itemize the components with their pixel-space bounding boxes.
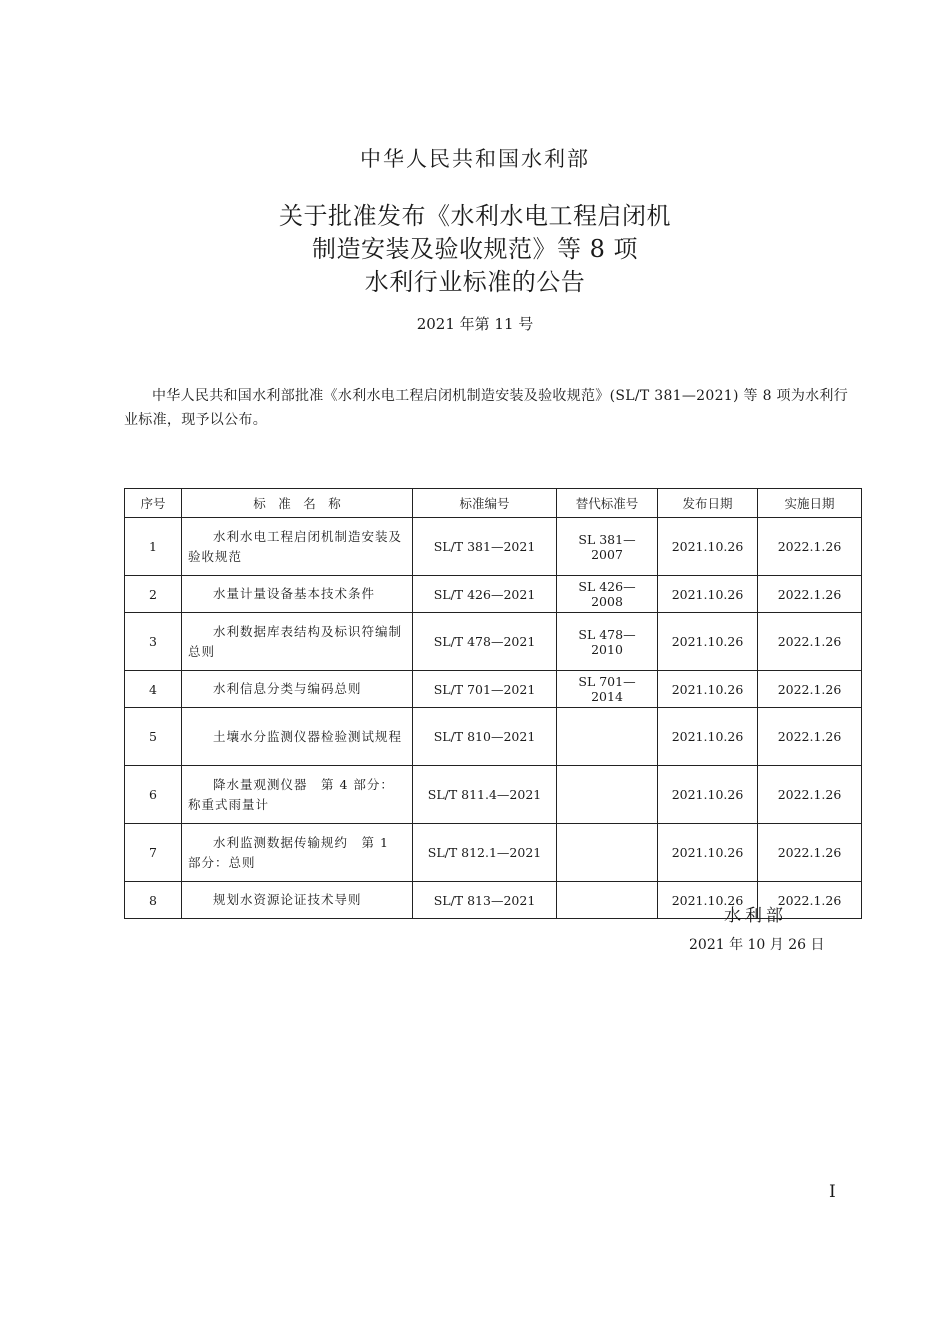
cell-name-text: 规划水资源论证技术导则 [213, 892, 362, 907]
cell-code: SL/T 478—2021 [413, 613, 557, 671]
cell-code: SL/T 381—2021 [413, 518, 557, 576]
body-paragraph: 中华人民共和国水利部批准《水利水电工程启闭机制造安装及验收规范》(SL/T 381—2021) 等 8 项为水利行业标准，现予以公布。 [124, 388, 849, 428]
cell-code: SL/T 426—2021 [413, 576, 557, 613]
cell-seq: 1 [125, 518, 182, 576]
cell-effective: 2022.1.26 [758, 824, 862, 882]
cell-published: 2021.10.26 [658, 671, 758, 708]
cell-replaces: SL 478—2010 [557, 613, 658, 671]
header-code: 标准编号 [413, 489, 557, 518]
cell-code: SL/T 813—2021 [413, 882, 557, 919]
cell-effective: 2022.1.26 [758, 766, 862, 824]
issuer-title: 中华人民共和国水利部 [360, 147, 590, 171]
header-replaces: 替代标准号 [557, 489, 658, 518]
cell-published: 2021.10.26 [658, 766, 758, 824]
cell-seq: 2 [125, 576, 182, 613]
cell-code: SL/T 812.1—2021 [413, 824, 557, 882]
cell-effective: 2022.1.26 [758, 882, 862, 919]
cell-code: SL/T 701—2021 [413, 671, 557, 708]
cell-published: 2021.10.26 [658, 882, 758, 919]
cell-effective: 2022.1.26 [758, 613, 862, 671]
header-published: 发布日期 [658, 489, 758, 518]
header-name: 标 准 名 称 [182, 489, 413, 518]
cell-seq: 7 [125, 824, 182, 882]
cell-seq: 6 [125, 766, 182, 824]
cell-published: 2021.10.26 [658, 576, 758, 613]
cell-name [182, 708, 413, 766]
table-row [125, 766, 862, 824]
announcement-title-line-3: 水利行业标准的公告 [364, 268, 586, 296]
signature-ministry: 水利部 [724, 906, 787, 926]
cell-replaces: SL 701—2014 [557, 671, 658, 708]
signature-date: 2021 年 10 月 26 日 [689, 937, 825, 953]
cell-name [182, 613, 413, 671]
table-row [125, 518, 862, 576]
cell-name-text: 水利信息分类与编码总则 [213, 681, 362, 696]
cell-replaces: SL 381—2007 [557, 518, 658, 576]
table-header-row [125, 489, 862, 518]
cell-seq: 3 [125, 613, 182, 671]
cell-replaces [557, 882, 658, 919]
cell-name-text: 水量计量设备基本技术条件 [213, 586, 376, 601]
announcement-title-line-2: 制造安装及验收规范》等 8 项 [311, 235, 639, 263]
table-row [125, 708, 862, 766]
cell-name [182, 671, 413, 708]
cell-replaces [557, 708, 658, 766]
cell-seq: 8 [125, 882, 182, 919]
cell-replaces: SL 426—2008 [557, 576, 658, 613]
cell-effective: 2022.1.26 [758, 576, 862, 613]
header-effective: 实施日期 [758, 489, 862, 518]
table-row [125, 613, 862, 671]
cell-code: SL/T 811.4—2021 [413, 766, 557, 824]
table-row [125, 671, 862, 708]
cell-effective: 2022.1.26 [758, 708, 862, 766]
cell-name-text: 降水量观测仪器 第 4 部分：称重式雨量计 [188, 776, 394, 812]
announcement-title-line-1: 关于批准发布《水利水电工程启闭机 [279, 202, 671, 230]
cell-name-text: 土壤水分监测仪器检验测试规程 [213, 728, 403, 744]
page-number: I [829, 1182, 836, 1202]
cell-replaces [557, 766, 658, 824]
cell-seq: 5 [125, 708, 182, 766]
cell-name-text: 水利水电工程启闭机制造安装及验收规范 [188, 528, 403, 564]
cell-name-text: 水利数据库表结构及标识符编制总则 [188, 623, 403, 659]
table-row [125, 824, 862, 882]
cell-published: 2021.10.26 [658, 518, 758, 576]
cell-name [182, 766, 413, 824]
cell-effective: 2022.1.26 [758, 671, 862, 708]
cell-name-text: 水利监测数据传输规约 第 1 部分：总则 [188, 834, 389, 870]
cell-seq: 4 [125, 671, 182, 708]
cell-replaces [557, 824, 658, 882]
cell-code: SL/T 810—2021 [413, 708, 557, 766]
cell-published: 2021.10.26 [658, 708, 758, 766]
cell-published: 2021.10.26 [658, 613, 758, 671]
cell-published: 2021.10.26 [658, 824, 758, 882]
cell-name [182, 576, 413, 613]
cell-effective: 2022.1.26 [758, 518, 862, 576]
cell-name [182, 882, 413, 919]
cell-name [182, 518, 413, 576]
cell-name [182, 824, 413, 882]
table-row [125, 576, 862, 613]
standards-table [124, 488, 862, 919]
header-seq: 序号 [125, 489, 182, 518]
document-number: 2021 年第 11 号 [416, 315, 534, 333]
